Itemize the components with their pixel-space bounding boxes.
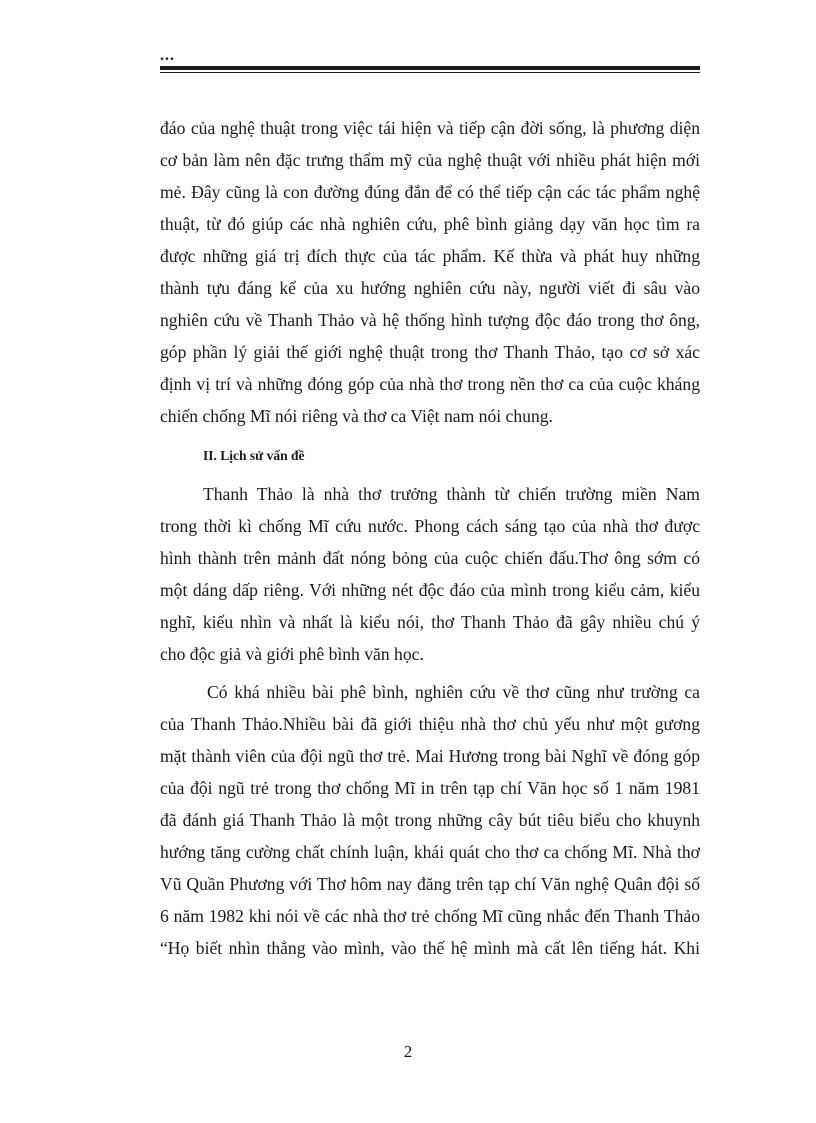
section-heading: II. Lịch sử vấn đề [203, 448, 305, 463]
header-rule-thin [160, 72, 700, 73]
text-line: hình thành trên mảnh đất nóng bỏng của cuộc chiến đấu.Thơ ông sớm có [160, 548, 700, 568]
text-line: định vị trí và những đóng góp của nhà thơ trong nền thơ ca của cuộc kháng [160, 374, 700, 394]
text-line: mẻ. Đây cũng là con đường đúng đắn để có thể tiếp cận các tác phẩm nghệ [160, 182, 700, 202]
text-line: nghĩ, kiểu nhìn và nhất là kiểu nói, thơ Thanh Thảo đã gây nhiều chú ý [160, 612, 700, 632]
text-line: Vũ Quần Phương với Thơ hôm nay đăng trên tạp chí Văn nghệ Quân đội số [160, 874, 700, 894]
text-line: thuật, từ đó giúp các nhà nghiên cứu, phê bình giảng dạy văn học tìm ra [160, 214, 700, 234]
text-line: 6 năm 1982 khi nói về các nhà thơ trẻ chống Mĩ cũng nhắc đến Thanh Thảo [160, 906, 700, 926]
text-line: cơ bản làm nên đặc trưng thẩm mỹ của nghệ thuật với nhiều phát hiện mới [160, 150, 700, 170]
text-line: chiến chống Mĩ nói riêng và thơ ca Việt nam nói chung. [160, 406, 553, 426]
text-line: cho độc giả và giới phê bình văn học. [160, 644, 424, 664]
text-line: hướng tăng cường chất chính luận, khái quát cho thơ ca chống Mĩ. Nhà thơ [160, 842, 700, 862]
text-line: “Họ biết nhìn thẳng vào mình, vào thế hệ mình mà cất lên tiếng hát. Khi [160, 938, 700, 958]
paragraph-continuation [160, 112, 700, 432]
text-line: của Thanh Thảo.Nhiều bài đã giới thiệu nhà thơ chủ yếu như một gương [160, 714, 700, 734]
paragraph-criticism [160, 676, 700, 964]
text-line: mặt thành viên của đội ngũ thơ trẻ. Mai Hương trong bài Nghĩ về đóng góp [160, 746, 700, 766]
text-line: trong thời kì chống Mĩ cứu nước. Phong cách sáng tạo của nhà thơ được [160, 516, 700, 536]
text-line: của đội ngũ trẻ trong thơ chống Mĩ in trên tạp chí Văn học số 1 năm 1981 [160, 778, 700, 798]
text-line: một dáng dấp riêng. Với những nét độc đáo của mình trong kiểu cảm, kiểu [160, 580, 700, 600]
paragraph-history-intro [160, 478, 700, 670]
text-line: thành tựu đáng kể của xu hướng nghiên cứu này, người viết đi sâu vào [160, 278, 700, 298]
text-line: Có khá nhiều bài phê bình, nghiên cứu về thơ cũng như trường ca [207, 682, 700, 702]
header-ellipsis: ... [160, 47, 175, 64]
header-rule-thick [160, 66, 700, 70]
text-line: Thanh Thảo là nhà thơ trưởng thành từ chiến trường miền Nam [203, 484, 700, 504]
text-line: được những giá trị đích thực của tác phẩm. Kế thừa và phát huy những [160, 246, 700, 266]
header-rule [160, 66, 700, 73]
text-line: đáo của nghệ thuật trong việc tái hiện và tiếp cận đời sống, là phương diện [160, 118, 700, 138]
page-number: 2 [403, 1042, 413, 1061]
text-line: đã đánh giá Thanh Thảo là một trong những cây bút tiêu biểu cho khuynh [160, 810, 700, 830]
text-line: nghiên cứu về Thanh Thảo và hệ thống hình tượng độc đáo trong thơ ông, [160, 310, 700, 330]
text-line: góp phần lý giải thế giới nghệ thuật trong thơ Thanh Thảo, tạo cơ sở xác [160, 342, 700, 362]
